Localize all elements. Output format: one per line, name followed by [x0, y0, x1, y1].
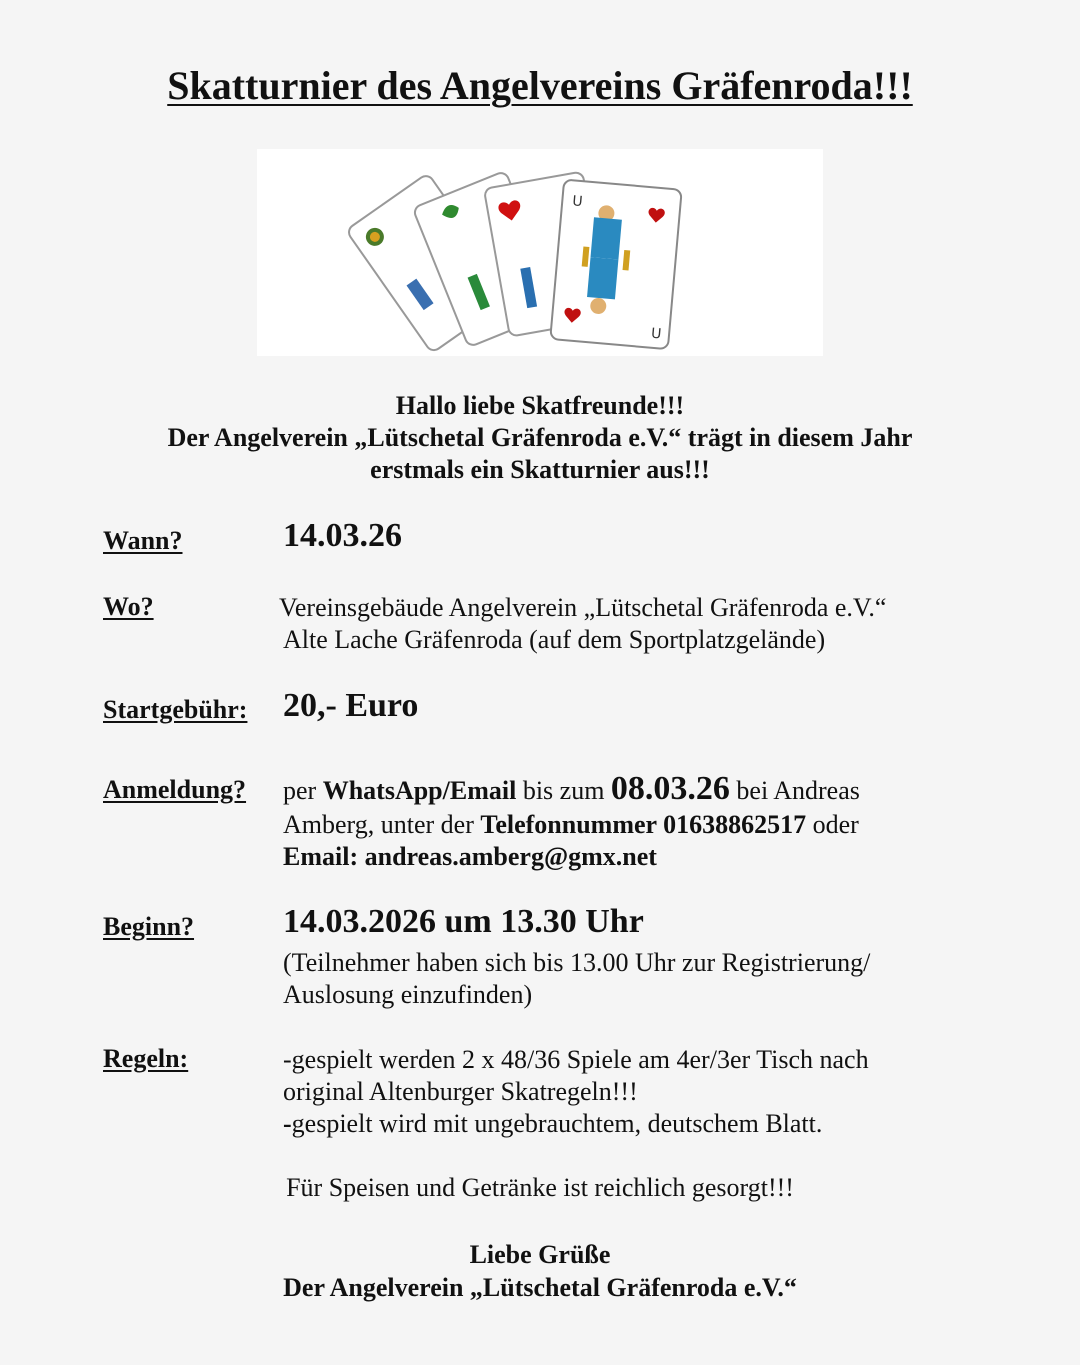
registration-email: Email: andreas.amberg@gmx.net	[283, 842, 657, 871]
registration-line-2: Amberg, unter der Telefonnummer 01638862517 oder	[283, 810, 859, 839]
start-note-1: (Teilnehmer haben sich bis 13.00 Uhr zur Registrierung/	[283, 948, 871, 977]
when-label: Wann?	[103, 526, 183, 555]
playing-cards-image	[257, 149, 823, 356]
playing-cards-icon	[257, 149, 823, 356]
intro-line-3: erstmals ein Skatturnier aus!!!	[370, 455, 710, 484]
fee-value: 20,- Euro	[283, 687, 419, 724]
start-note-2: Auslosung einzufinden)	[283, 980, 533, 1009]
rules-line-3: -gespielt wird mit ungebrauchtem, deutschem Blatt.	[283, 1109, 823, 1138]
rules-line-2: original Altenburger Skatregeln!!!	[283, 1077, 638, 1106]
intro-line-2: Der Angelverein „Lütschetal Gräfenroda e.V.“ trägt in diesem Jahr	[167, 423, 913, 452]
start-value: 14.03.2026 um 13.30 Uhr	[283, 903, 644, 940]
registration-phone: Telefonnummer 01638862517	[480, 810, 807, 839]
when-value: 14.03.26	[283, 517, 402, 554]
intro	[0, 390, 1080, 486]
rules-label: Regeln:	[103, 1044, 189, 1073]
svg-text:U: U	[650, 325, 662, 343]
fee-label: Startgebühr:	[103, 695, 248, 724]
where-line-2: Alte Lache Gräfenroda (auf dem Sportplatzgelände)	[283, 625, 826, 654]
svg-text:U: U	[571, 193, 584, 211]
intro-line-1: Hallo liebe Skatfreunde!!!	[395, 391, 685, 420]
registration-label: Anmeldung?	[103, 775, 247, 804]
closing-line-2: Der Angelverein „Lütschetal Gräfenroda e.V.“	[283, 1273, 797, 1302]
closing-line-1: Liebe Grüße	[469, 1240, 611, 1269]
page-title: Skatturnier des Angelvereins Gräfenroda!!!	[167, 63, 913, 108]
registration-deadline: 08.03.26	[610, 770, 730, 807]
start-label: Beginn?	[103, 912, 195, 941]
registration-line-1: per WhatsApp/Email bis zum 08.03.26 bei Andreas	[283, 770, 860, 807]
where-line-1: Vereinsgebäude Angelverein „Lütschetal Gräfenroda e.V.“	[279, 593, 887, 622]
food-note: Für Speisen und Getränke ist reichlich gesorgt!!!	[286, 1173, 794, 1202]
rules-line-1: -gespielt werden 2 x 48/36 Spiele am 4er/3er Tisch nach	[283, 1045, 869, 1074]
where-label: Wo?	[103, 592, 154, 621]
registration-channel: WhatsApp/Email	[322, 776, 517, 805]
closing	[0, 1238, 1080, 1304]
